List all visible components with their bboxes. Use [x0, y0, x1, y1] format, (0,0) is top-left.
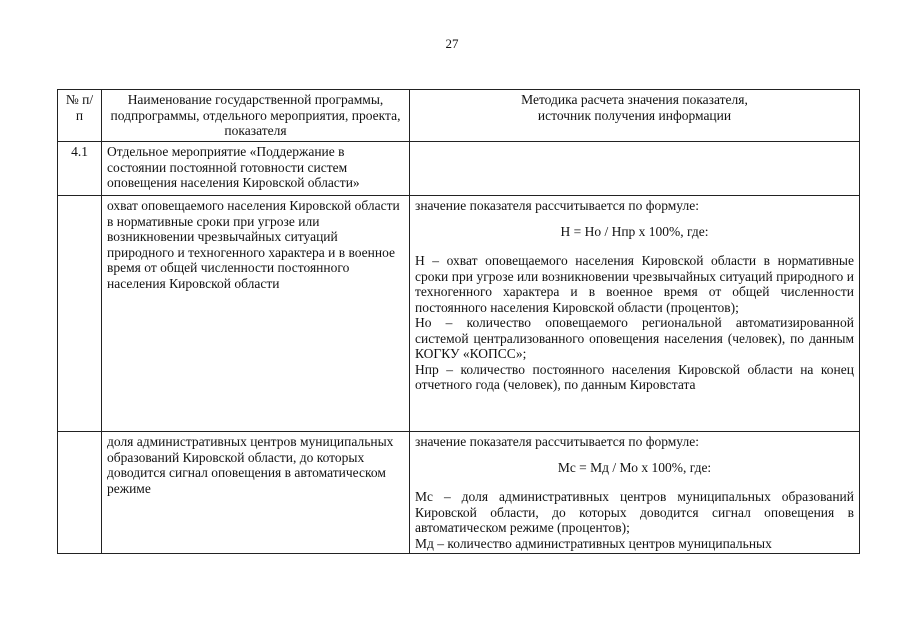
- row-name: доля административных центров муниципальных образований Кировской области, до которых доводится сигнал оповещения в автоматическом режиме: [102, 432, 410, 554]
- table-row: [58, 142, 860, 196]
- definition: Но – количество оповещаемого региональной автоматизированной системой централизованного оповещения населения (человек), по данным КОГКУ «КОПСС»;: [415, 315, 854, 361]
- row-num: [58, 196, 102, 432]
- row-num: [58, 432, 102, 554]
- definition: Мд – количество административных центров муниципальных: [415, 535, 772, 551]
- row-method: [410, 196, 860, 432]
- definition: Нпр – количество постоянного населения Кировской области на конец отчетного года (человек), по данным Кировстата: [415, 361, 854, 392]
- page-number: 27: [445, 36, 459, 51]
- row-name: охват оповещаемого населения Кировской области в нормативные сроки при угрозе или возникновении чрезвычайных ситуаций природного и техногенного характера и в военное время от общей численности постоянного населения Кировской области: [102, 196, 410, 432]
- formula: Н = Но / Нпр х 100%, где:: [560, 223, 709, 239]
- definition: Мс – доля административных центров муниципальных образований Кировской области, до которых доводится сигнал оповещения в автоматическом режиме (процентов);: [415, 489, 854, 535]
- table-row: [58, 196, 860, 432]
- definition: Н – охват оповещаемого населения Кировской области в нормативные сроки при угрозе или возникновении чрезвычайных ситуаций природного и техногенного характера и в военное время от общей численности постоянного населения Кировской области (процентов);: [415, 253, 854, 315]
- row-name: Отдельное мероприятие «Поддержание в состоянии постоянной готовности систем оповещения населения Кировской области»: [102, 142, 410, 196]
- header-num: № п/п: [58, 90, 102, 142]
- row-num: 4.1: [58, 142, 102, 196]
- header-name: Наименование государственной программы, подпрограммы, отдельного мероприятия, проекта, показателя: [102, 90, 410, 142]
- method-intro: значение показателя рассчитывается по формуле:: [415, 198, 699, 213]
- indicator-table: [57, 89, 860, 554]
- table-header-row: [58, 90, 860, 142]
- row-method: [410, 142, 860, 196]
- table-row: [58, 432, 860, 554]
- row-method: [410, 432, 860, 554]
- header-method: Методика расчета значения показателя, источник получения информации: [410, 90, 860, 142]
- formula: Мс = Мд / Мо х 100%, где:: [557, 459, 712, 475]
- method-intro: значение показателя рассчитывается по формуле:: [415, 434, 699, 449]
